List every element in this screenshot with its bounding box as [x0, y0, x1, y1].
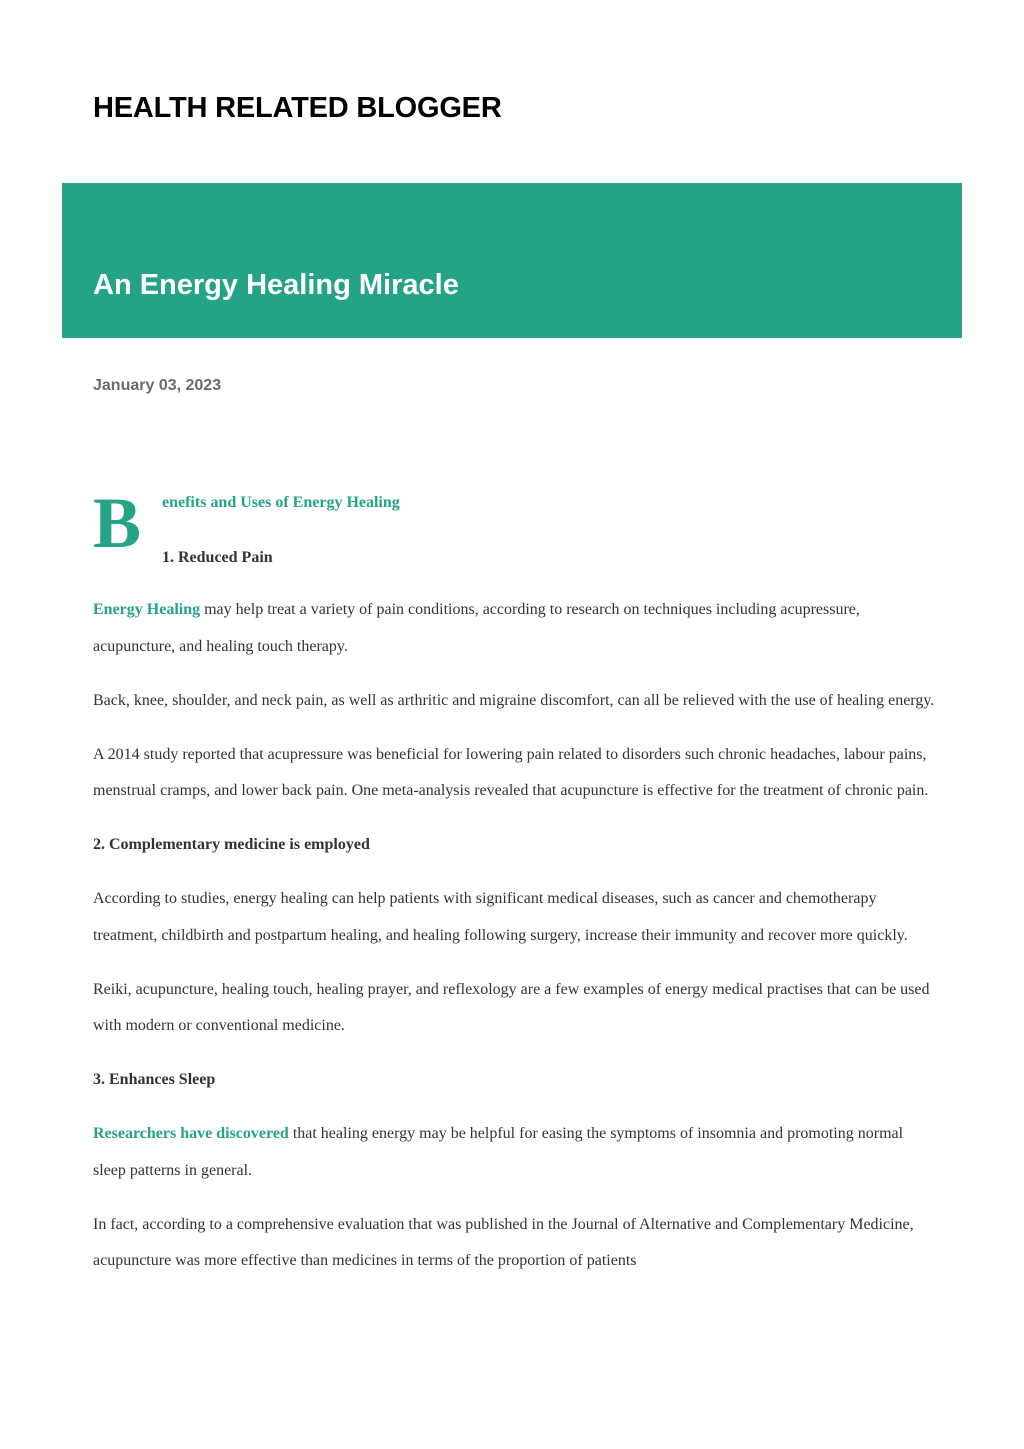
section-heading-complementary-medicine: 2. Complementary medicine is employed [93, 836, 370, 853]
article-heading: enefits and Uses of Energy Healing [162, 494, 400, 511]
post-title[interactable]: An Energy Healing Miracle [93, 269, 459, 301]
researchers-link[interactable]: Researchers have discovered [93, 1125, 289, 1142]
paragraph: A 2014 study reported that acupressure was beneficial for lowering pain related to disorders such chronic headaches, labour pains, menstrual cramps, and lower back pain. One meta-analysis revealed that acupuncture is effective for the treatment of chronic pain. [93, 745, 929, 799]
section-heading-reduced-pain: 1. Reduced Pain [162, 549, 273, 566]
paragraph [93, 1116, 938, 1189]
paragraph-text: may help treat a variety of pain conditions, according to research on techniques including acupressure, acupuncture, and healing touch therapy. [93, 601, 860, 655]
post-title-banner [62, 183, 962, 338]
drop-cap-letter: B [93, 483, 142, 563]
energy-healing-link[interactable]: Energy Healing [93, 601, 201, 618]
paragraph: Back, knee, shoulder, and neck pain, as well as arthritic and migraine discomfort, can all be relieved with the use of healing energy. [93, 691, 935, 709]
paragraph: In fact, according to a comprehensive evaluation that was published in the Journal of Alternative and Complementary Medicine, acupuncture was more effective than medicines in terms of the proportion of patients [93, 1215, 914, 1269]
paragraph [93, 592, 938, 665]
post-date: January 03, 2023 [93, 377, 222, 394]
paragraph: Reiki, acupuncture, healing touch, healing prayer, and reflexology are a few examples of energy medical practises that can be used with modern or conventional medicine. [93, 980, 930, 1034]
article-body [93, 485, 938, 1297]
paragraph-text: that healing energy may be helpful for easing the symptoms of insomnia and promoting normal sleep patterns in general. [93, 1125, 904, 1179]
article-intro [93, 485, 938, 592]
section-heading-enhances-sleep: 3. Enhances Sleep [93, 1071, 216, 1088]
paragraph: According to studies, energy healing can help patients with significant medical diseases, such as cancer and chemotherapy treatment, childbirth and postpartum healing, and healing following surgery, increase their immunity and recover more quickly. [93, 890, 908, 944]
blog-title[interactable]: HEALTH RELATED BLOGGER [93, 92, 502, 124]
